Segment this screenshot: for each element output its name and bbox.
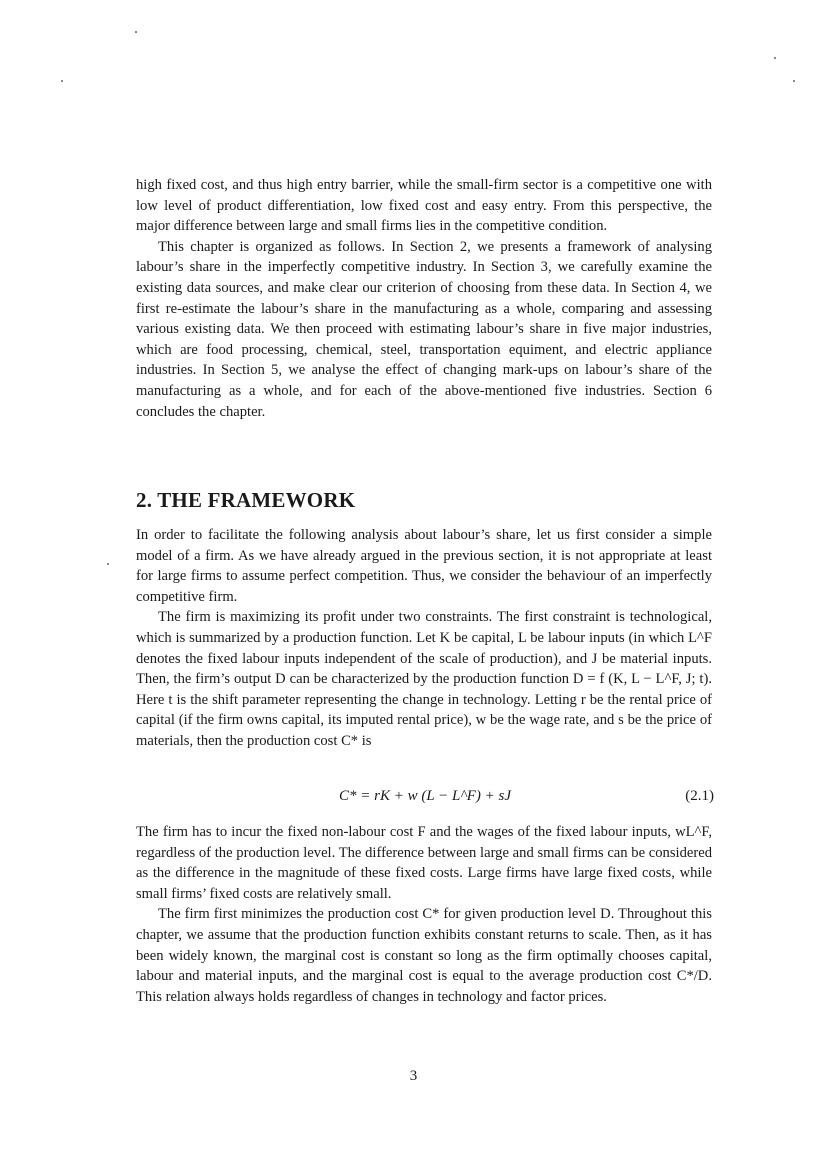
- equation-number: (2.1): [685, 788, 714, 804]
- section-paragraph-3: The firm has to incur the fixed non-labour cost F and the wages of the fixed labour inputs, wL^F, regardless of the production level. The difference between large and small firms can be considered as the difference in the magnitude of these fixed costs. Large firms have large fixed costs, while small firms’ fixed costs are relatively small.: [136, 824, 712, 902]
- section-heading: 2. THE FRAMEWORK: [136, 488, 356, 512]
- section-body-2: [136, 822, 712, 1007]
- page-number: 3: [409, 1068, 418, 1084]
- scan-speck: [774, 57, 776, 59]
- section-paragraph-2: The firm is maximizing its profit under two constraints. The first constraint is technological, which is summarized by a production function. Let K be capital, L be labour inputs (in which L^F denotes the fixed labour inputs independent of the scale of production), and J be material inputs. Then, the firm’s output D can be characterized by the production function D = f (K, L − L^F, J; t). Here t is the shift parameter representing the change in technology. Letting r be the rental price of capital (if the firm owns capital, its imputed rental price), w be the wage rate, and s be the price of materials, then the production cost C* is: [136, 609, 712, 749]
- scan-speck: [61, 80, 63, 82]
- scan-speck: [135, 31, 137, 33]
- section-paragraph-4: The firm first minimizes the production cost C* for given production level D. Throughout this chapter, we assume that the production function exhibits constant returns to scale. Then, as it has been widely known, the marginal cost is constant so long as the firm optimally chooses capital, labour and material inputs, and the marginal cost is equal to the average production cost C*/D. This relation always holds regardless of changes in technology and factor prices.: [136, 906, 712, 1005]
- scan-speck: [107, 563, 109, 565]
- section-body-1: [136, 525, 712, 752]
- intro-paragraph-2: This chapter is organized as follows. In Section 2, we presents a framework of analysing labour’s share in the imperfectly competitive industry. In Section 3, we carefully examine the existing data sources, and make clear our criterion of choosing from these data. In Section 4, we first re-estimate the labour’s share in the manufacturing as a whole, comparing and assessing various existing data. We then proceed with estimating labour’s share in five major industries, which are food processing, chemical, steel, transportation equiment, and electric appliance industries. In Section 5, we analyse the effect of changing mark-ups on labour’s share of the manufacturing as a whole, and for each of the above-mentioned five industries. Section 6 concludes the chapter.: [136, 238, 712, 420]
- intro-paragraph-1: high fixed cost, and thus high entry barrier, while the small-firm sector is a competitive one with low level of product differentiation, low fixed cost and easy entry. From this perspective, the major difference between large and small firms lies in the competitive condition.: [136, 177, 712, 235]
- scan-speck: [793, 80, 795, 82]
- equation: C* = rK + w (L − L^F) + sJ: [339, 788, 511, 804]
- section-paragraph-1: In order to facilitate the following analysis about labour’s share, let us first consider a simple model of a firm. As we have already argued in the previous section, it is not appropriate at least for large firms to assume perfect competition. Thus, we consider the behaviour of an imperfectly competitive firm.: [136, 527, 712, 605]
- intro-block: [136, 175, 712, 422]
